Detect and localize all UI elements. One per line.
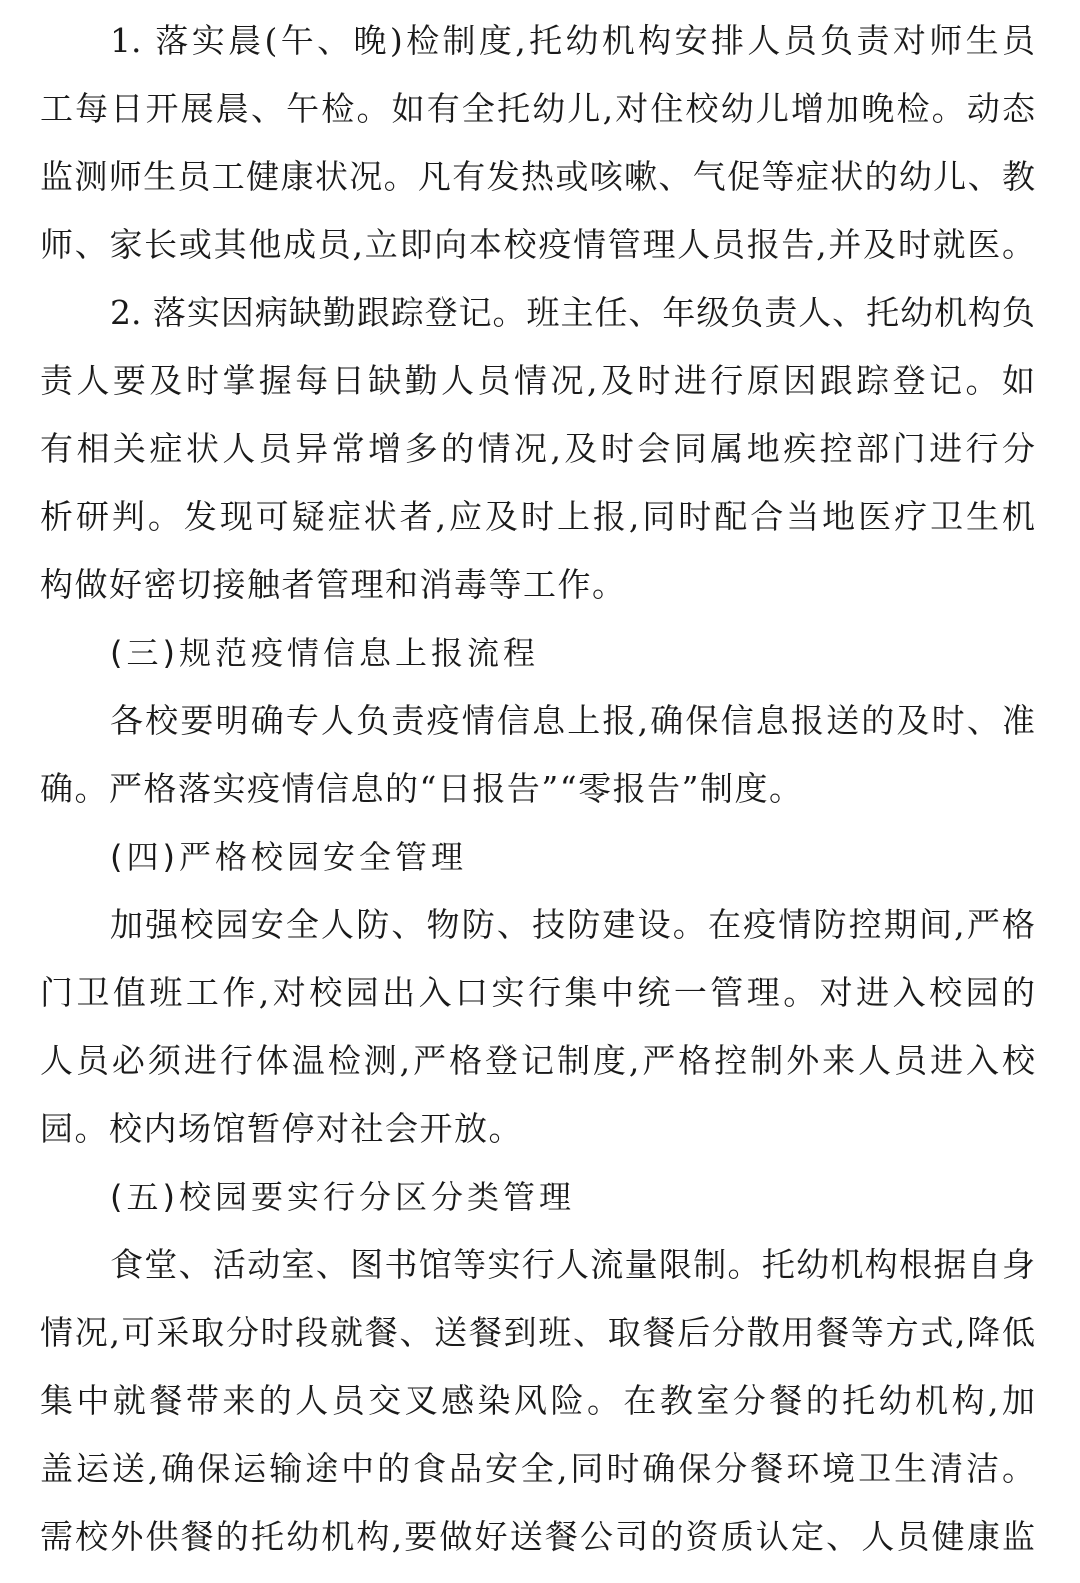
- paragraph-5-line-2: 情况,可采取分时段就餐、送餐到班、取餐后分散用餐等方式,降低: [40, 1313, 1035, 1352]
- paragraph-1-line-4: 师、家长或其他成员,立即向本校疫情管理人员报告,并及时就医。: [40, 225, 1035, 264]
- paragraph-3-line-2: 确。严格落实疫情信息的“日报告”“零报告”制度。: [40, 769, 804, 808]
- paragraph-4-line-3: 人员必须进行体温检测,严格登记制度,严格控制外来人员进入校: [40, 1041, 1035, 1080]
- paragraph-1-line-1: 1. 落实晨(午、晚)检制度,托幼机构安排人员负责对师生员: [110, 21, 1035, 60]
- paragraph-5-line-5: 需校外供餐的托幼机构,要做好送餐公司的资质认定、人员健康监: [40, 1517, 1035, 1556]
- paragraph-2-line-4: 析研判。发现可疑症状者,应及时上报,同时配合当地医疗卫生机: [40, 497, 1035, 536]
- paragraph-5-line-3: 集中就餐带来的人员交叉感染风险。在教室分餐的托幼机构,加: [40, 1381, 1035, 1420]
- paragraph-2-line-1: 2. 落实因病缺勤跟踪登记。班主任、年级负责人、托幼机构负: [110, 293, 1035, 332]
- paragraph-2-line-5: 构做好密切接触者管理和消毒等工作。: [40, 565, 627, 604]
- paragraph-1-line-2: 工每日开展晨、午检。如有全托幼儿,对住校幼儿增加晚检。动态: [40, 89, 1035, 128]
- paragraph-2-line-3: 有相关症状人员异常增多的情况,及时会同属地疾控部门进行分: [40, 429, 1035, 468]
- paragraph-4-line-1: 加强校园安全人防、物防、技防建设。在疫情防控期间,严格: [110, 905, 1035, 944]
- paragraph-4-line-2: 门卫值班工作,对校园出入口实行集中统一管理。对进入校园的: [40, 973, 1035, 1012]
- paragraph-4-line-4: 园。校内场馆暂停对社会开放。: [40, 1109, 523, 1148]
- paragraph-5-line-4: 盖运送,确保运输途中的食品安全,同时确保分餐环境卫生清洁。: [40, 1449, 1035, 1488]
- paragraph-3-line-1: 各校要明确专人负责疫情信息上报,确保信息报送的及时、准: [110, 701, 1035, 740]
- paragraph-2-line-2: 责人要及时掌握每日缺勤人员情况,及时进行原因跟踪登记。如: [40, 361, 1035, 400]
- section-heading-3: (三)规范疫情信息上报流程: [110, 634, 539, 672]
- paragraph-1-line-3: 监测师生员工健康状况。凡有发热或咳嗽、气促等症状的幼儿、教: [40, 157, 1035, 196]
- section-heading-5: (五)校园要实行分区分类管理: [110, 1178, 575, 1216]
- paragraph-5-line-1: 食堂、活动室、图书馆等实行人流量限制。托幼机构根据自身: [110, 1245, 1035, 1284]
- section-heading-4: (四)严格校园安全管理: [110, 838, 467, 876]
